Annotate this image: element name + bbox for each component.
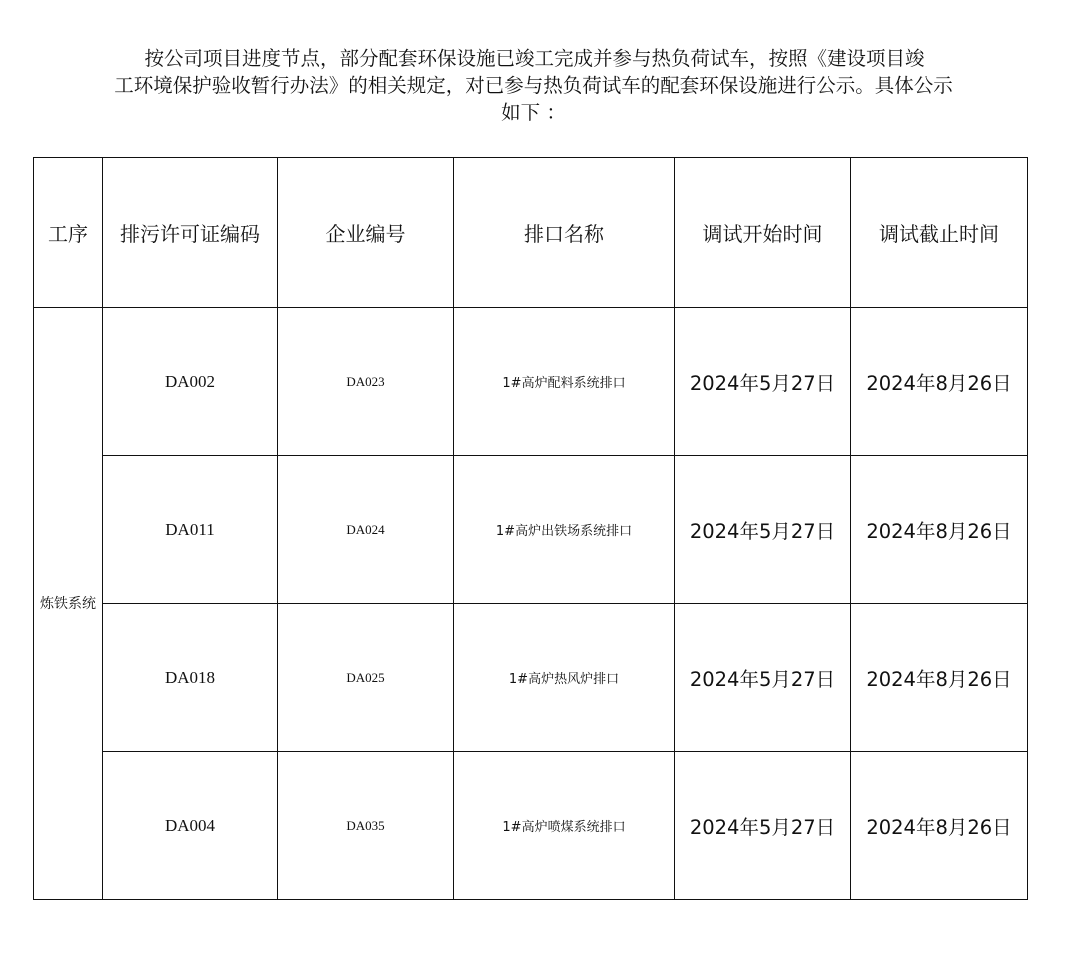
table-header-row bbox=[34, 158, 1028, 308]
intro-line: 按公司项目进度节点，部分配套环保设施已竣工完成并参与热负荷试车，按照《建设项目竣 bbox=[144, 47, 925, 70]
facilities-table bbox=[33, 157, 1028, 900]
end-date-cell: 2024年8月26日 bbox=[851, 752, 1028, 900]
header-start-time: 调试开始时间 bbox=[675, 158, 851, 308]
intro-line: 如下 ： bbox=[501, 101, 566, 124]
permit-code-cell: DA002 bbox=[103, 308, 278, 456]
permit-code-cell: DA011 bbox=[103, 456, 278, 604]
enterprise-code-cell: DA023 bbox=[278, 308, 454, 456]
end-date-cell: 2024年8月26日 bbox=[851, 308, 1028, 456]
header-end-time: 调试截止时间 bbox=[851, 158, 1028, 308]
end-date-cell: 2024年8月26日 bbox=[851, 456, 1028, 604]
start-date-cell: 2024年5月27日 bbox=[675, 308, 851, 456]
permit-code-cell: DA004 bbox=[103, 752, 278, 900]
table-row bbox=[34, 308, 1028, 456]
start-date-cell: 2024年5月27日 bbox=[675, 752, 851, 900]
end-date-cell: 2024年8月26日 bbox=[851, 604, 1028, 752]
enterprise-code-cell: DA024 bbox=[278, 456, 454, 604]
outlet-name-cell: 1#高炉喷煤系统排口 bbox=[454, 752, 675, 900]
header-enterprise-code: 企业编号 bbox=[278, 158, 454, 308]
outlet-name-cell: 1#高炉出铁场系统排口 bbox=[454, 456, 675, 604]
outlet-name-cell: 1#高炉热风炉排口 bbox=[454, 604, 675, 752]
start-date-cell: 2024年5月27日 bbox=[675, 456, 851, 604]
enterprise-code-cell: DA025 bbox=[278, 604, 454, 752]
intro-line: 工环境保护验收暂行办法》的相关规定，对已参与热负荷试车的配套环保设施进行公示。具体公示 bbox=[114, 74, 953, 97]
table-row bbox=[34, 604, 1028, 752]
header-process: 工序 bbox=[34, 158, 103, 308]
outlet-name-cell: 1#高炉配料系统排口 bbox=[454, 308, 675, 456]
permit-code-cell: DA018 bbox=[103, 604, 278, 752]
table-row bbox=[34, 456, 1028, 604]
enterprise-code-cell: DA035 bbox=[278, 752, 454, 900]
header-permit-code: 排污许可证编码 bbox=[103, 158, 278, 308]
start-date-cell: 2024年5月27日 bbox=[675, 604, 851, 752]
table-row bbox=[34, 752, 1028, 900]
header-outlet-name: 排口名称 bbox=[454, 158, 675, 308]
process-section-cell: 炼铁系统 bbox=[34, 308, 103, 900]
intro-paragraph bbox=[0, 45, 1067, 126]
